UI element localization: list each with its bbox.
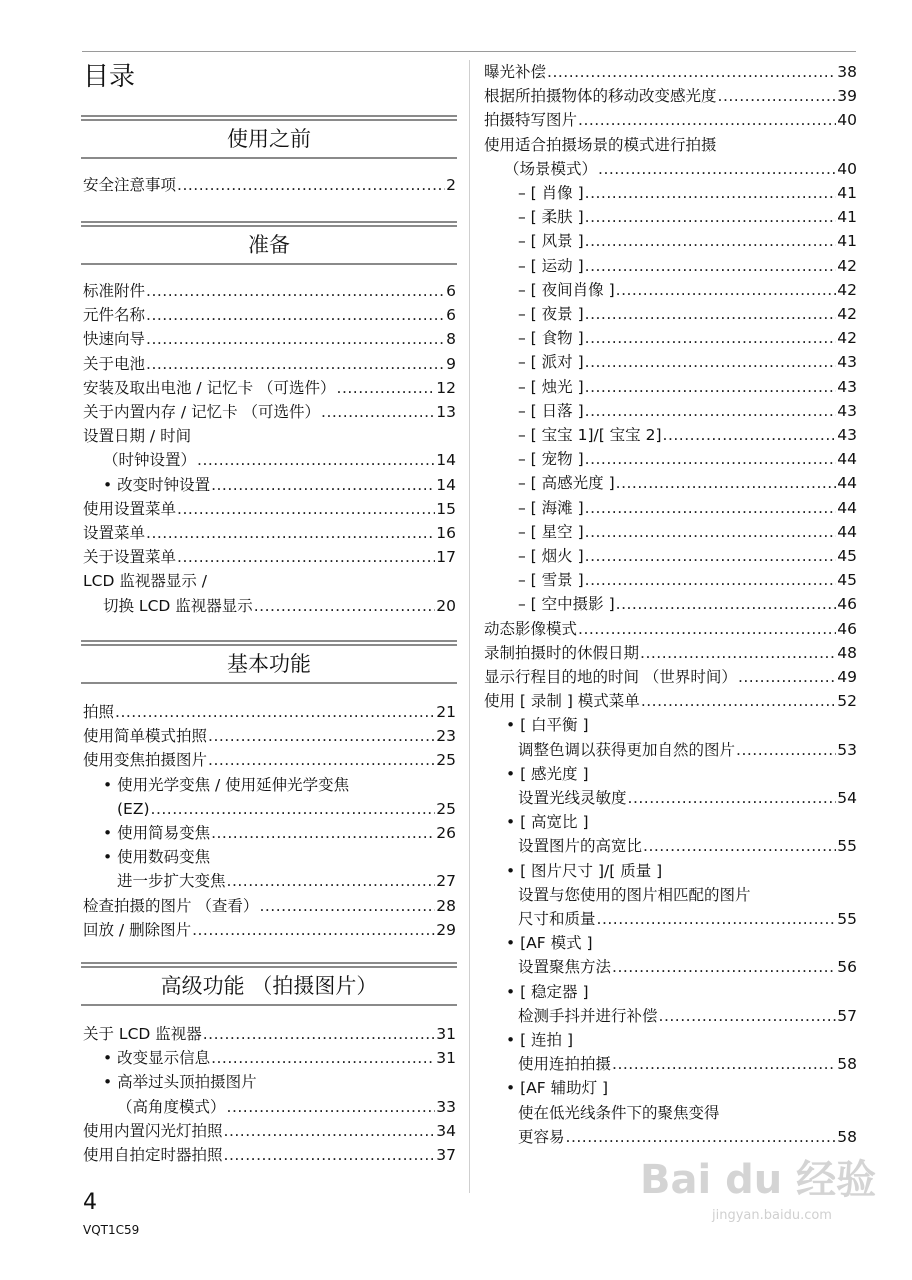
toc-entry-page: 52 bbox=[837, 692, 857, 711]
toc-entry-title: 调整色调以获得更加自然的图片 bbox=[518, 740, 736, 759]
toc-entry-title: 使在低光线条件下的聚焦变得 bbox=[518, 1103, 720, 1122]
toc-entry[interactable] bbox=[484, 108, 857, 132]
dot-leader bbox=[585, 399, 837, 423]
toc-entry-page: 55 bbox=[837, 837, 857, 856]
toc-entry-title: – [ 宝宝 1]/[ 宝宝 2] bbox=[518, 426, 662, 444]
toc-entry-title: • 使用光学变焦 / 使用延伸光学变焦 bbox=[103, 775, 350, 794]
dot-leader bbox=[177, 545, 435, 569]
dot-leader bbox=[663, 423, 837, 447]
toc-entry-page: 27 bbox=[436, 872, 456, 891]
toc-entry-page: 2 bbox=[446, 176, 456, 194]
toc-entry-page: 43 bbox=[837, 426, 857, 444]
toc-entry-page: 42 bbox=[837, 280, 857, 299]
toc-entry-page: 42 bbox=[837, 305, 857, 323]
toc-entry[interactable] bbox=[83, 327, 456, 351]
toc-entry-title: （时钟设置） bbox=[103, 451, 197, 470]
dot-leader bbox=[659, 1004, 837, 1028]
toc-entry[interactable] bbox=[83, 400, 456, 424]
section-header-preparation bbox=[81, 221, 457, 265]
toc-entry[interactable] bbox=[484, 689, 857, 713]
toc-entry-title: – [ 派对 ] bbox=[518, 353, 584, 372]
toc-entry-page: 49 bbox=[837, 668, 857, 686]
toc-entry-heading[interactable] bbox=[83, 424, 456, 448]
toc-entry-page: 44 bbox=[837, 522, 857, 541]
dot-leader bbox=[641, 689, 836, 713]
toc-entry-title: 尺寸和质量 bbox=[518, 910, 596, 928]
toc-entry-title: – [ 宠物 ] bbox=[518, 450, 584, 469]
toc-entry[interactable] bbox=[518, 181, 857, 205]
dot-leader bbox=[254, 594, 436, 618]
column-divider bbox=[469, 60, 470, 1193]
toc-entry-page: 14 bbox=[436, 475, 456, 494]
toc-entry-page: 9 bbox=[446, 354, 456, 373]
toc-entry[interactable] bbox=[83, 918, 456, 942]
toc-entry-page: 8 bbox=[446, 330, 456, 349]
toc-entry[interactable] bbox=[83, 1143, 456, 1167]
toc-entry-page: 40 bbox=[837, 111, 857, 130]
dot-leader bbox=[227, 1095, 436, 1119]
toc-entry-page: 25 bbox=[436, 751, 456, 770]
toc-entry-page: 38 bbox=[837, 63, 857, 81]
dot-leader bbox=[612, 955, 836, 979]
toc-entry-title: – [ 日落 ] bbox=[518, 401, 584, 420]
dot-leader bbox=[598, 157, 836, 181]
toc-entry[interactable] bbox=[83, 173, 456, 197]
toc-entry-title: – [ 烛光 ] bbox=[518, 377, 584, 396]
toc-entry-page: 31 bbox=[436, 1049, 456, 1068]
toc-entry[interactable] bbox=[83, 303, 456, 327]
dot-leader bbox=[146, 521, 435, 545]
dot-leader bbox=[585, 544, 837, 568]
dot-leader bbox=[585, 447, 837, 471]
toc-entry-heading[interactable] bbox=[103, 773, 456, 797]
toc-entry[interactable] bbox=[518, 592, 857, 616]
toc-entry-title: • [ 连拍 ] bbox=[506, 1031, 574, 1049]
toc-entry-title: 使用连拍拍摄 bbox=[518, 1055, 612, 1074]
toc-entry-page: 21 bbox=[436, 703, 456, 721]
toc-entry[interactable] bbox=[103, 448, 456, 472]
dot-leader bbox=[718, 84, 837, 108]
toc-entry[interactable] bbox=[83, 545, 456, 569]
toc-entry-heading[interactable] bbox=[506, 1076, 857, 1100]
toc-entry-title: – [ 高感光度 ] bbox=[518, 474, 615, 493]
toc-entry-title: 安全注意事项 bbox=[83, 176, 177, 194]
page-number: 4 bbox=[83, 1190, 97, 1215]
toc-entry-title: • [ 白平衡 ] bbox=[506, 716, 589, 735]
toc-entry-title: 设置聚焦方法 bbox=[518, 958, 612, 977]
toc-entry-title: – [ 空中摄影 ] bbox=[518, 595, 615, 614]
toc-entry-page: 39 bbox=[837, 87, 857, 106]
dot-leader bbox=[208, 724, 435, 748]
toc-entry-title: • [ 稳定器 ] bbox=[506, 982, 589, 1001]
toc-entry[interactable] bbox=[83, 497, 456, 521]
toc-entry-page: 44 bbox=[837, 450, 857, 469]
toc-entry-title: LCD 监视器显示 / bbox=[83, 572, 207, 591]
dot-leader bbox=[192, 918, 435, 942]
toc-entry-title: 使用适合拍摄场景的模式进行拍摄 bbox=[484, 135, 717, 154]
section-title: 准备 bbox=[248, 233, 290, 257]
toc-entry-page: 57 bbox=[837, 1006, 857, 1025]
dot-leader bbox=[203, 1022, 436, 1046]
document-code: VQT1C59 bbox=[83, 1223, 140, 1237]
toc-entry-heading[interactable] bbox=[506, 713, 857, 737]
toc-entry-heading[interactable] bbox=[506, 931, 857, 955]
dot-leader bbox=[616, 278, 837, 302]
toc-entry[interactable] bbox=[518, 447, 857, 471]
toc-entry-title: 设置菜单 bbox=[83, 524, 146, 542]
dot-leader bbox=[585, 229, 837, 253]
toc-entry-page: 15 bbox=[436, 499, 456, 518]
toc-entry-title: – [ 夜间肖像 ] bbox=[518, 280, 615, 299]
dot-leader bbox=[640, 641, 836, 665]
section-title: 基本功能 bbox=[227, 652, 311, 676]
toc-entry-title: （场景模式） bbox=[504, 159, 598, 178]
section-title: 使用之前 bbox=[227, 127, 311, 151]
toc-entry-title: 设置与您使用的图片相匹配的图片 bbox=[518, 885, 751, 904]
toc-entry[interactable] bbox=[518, 254, 857, 278]
toc-entry-title: 标准附件 bbox=[83, 282, 146, 300]
toc-entry-page: 23 bbox=[436, 727, 456, 746]
dot-leader bbox=[208, 748, 435, 772]
toc-entry-title: 设置光线灵敏度 bbox=[518, 789, 627, 807]
section-header-advanced bbox=[81, 962, 457, 1006]
section-title: 高级功能 （拍摄图片） bbox=[160, 974, 378, 998]
toc-entry-page: 40 bbox=[837, 159, 857, 178]
toc-entry-title: – [ 星空 ] bbox=[518, 522, 584, 541]
toc-entry-title: 进一步扩大变焦 bbox=[117, 872, 226, 891]
toc-entry-page: 17 bbox=[436, 548, 456, 567]
toc-entry-page: 54 bbox=[837, 789, 857, 807]
toc-entry-page: 25 bbox=[436, 799, 456, 818]
toc-entry-title: – [ 雪景 ] bbox=[518, 571, 584, 590]
toc-entry-heading[interactable] bbox=[506, 980, 857, 1004]
toc-entry-page: 12 bbox=[436, 378, 456, 397]
toc-entry-heading[interactable] bbox=[506, 810, 857, 834]
toc-entry-title: – [ 风景 ] bbox=[518, 232, 584, 251]
toc-entry-heading[interactable] bbox=[83, 569, 456, 593]
toc-entry[interactable] bbox=[83, 376, 456, 400]
top-rule bbox=[82, 51, 856, 52]
toc-entry[interactable] bbox=[518, 544, 857, 568]
dot-leader bbox=[628, 786, 837, 810]
toc-entry-heading[interactable] bbox=[518, 1101, 857, 1125]
toc-entry-title: • [AF 模式 ] bbox=[506, 934, 593, 953]
toc-entry[interactable] bbox=[518, 955, 857, 979]
toc-entry-title: 录制拍摄时的休假日期 bbox=[484, 643, 640, 662]
toc-entry-title: 快速向导 bbox=[83, 330, 146, 349]
toc-entry[interactable] bbox=[103, 594, 456, 618]
toc-entry-title: • 高举过头顶拍摄图片 bbox=[103, 1073, 257, 1092]
toc-entry[interactable] bbox=[518, 471, 857, 495]
toc-entry-page: 41 bbox=[837, 232, 857, 251]
toc-entry[interactable] bbox=[518, 568, 857, 592]
toc-entry[interactable] bbox=[117, 1095, 456, 1119]
toc-entry-page: 13 bbox=[436, 403, 456, 421]
toc-entry[interactable] bbox=[518, 302, 857, 326]
dot-leader bbox=[585, 302, 837, 326]
toc-entry-page: 41 bbox=[837, 184, 857, 202]
toc-entry[interactable] bbox=[518, 205, 857, 229]
toc-entry-title: • 改变时钟设置 bbox=[103, 475, 211, 494]
toc-entry-title: 使用变焦拍摄图片 bbox=[83, 751, 208, 770]
toc-entry-page: 46 bbox=[837, 619, 857, 638]
toc-entry-title: 关于内置内存 / 记忆卡 （可选件） bbox=[83, 403, 321, 421]
toc-entry-title: • [ 感光度 ] bbox=[506, 764, 589, 783]
toc-entry-title: 关于设置菜单 bbox=[83, 548, 177, 567]
toc-entry[interactable] bbox=[83, 724, 456, 748]
dot-leader bbox=[585, 350, 837, 374]
toc-entry[interactable] bbox=[518, 738, 857, 762]
toc-entry-title: 使用自拍定时器拍照 bbox=[83, 1146, 223, 1164]
dot-leader bbox=[151, 797, 436, 821]
toc-entry[interactable] bbox=[103, 473, 456, 497]
dot-leader bbox=[585, 375, 837, 399]
toc-entry-title: • 使用数码变焦 bbox=[103, 848, 211, 867]
toc-entry-page: 14 bbox=[436, 451, 456, 470]
toc-entry[interactable] bbox=[518, 399, 857, 423]
dot-leader bbox=[547, 60, 836, 84]
toc-entry-heading[interactable] bbox=[518, 883, 857, 907]
toc-entry-title: 使用简单模式拍照 bbox=[83, 727, 208, 746]
toc-entry-page: 58 bbox=[837, 1055, 857, 1074]
toc-entry-heading[interactable] bbox=[103, 845, 456, 869]
toc-entry-heading[interactable] bbox=[506, 1028, 857, 1052]
dot-leader bbox=[211, 473, 435, 497]
section-header-basic bbox=[81, 640, 457, 684]
toc-entry-page: 6 bbox=[446, 306, 456, 325]
dot-leader bbox=[566, 1125, 837, 1149]
toc-entry-page: 31 bbox=[436, 1025, 456, 1043]
toc-entry[interactable] bbox=[484, 617, 857, 641]
dot-leader bbox=[578, 108, 836, 132]
toc-entry-page: 34 bbox=[436, 1121, 456, 1140]
toc-entry-page: 46 bbox=[837, 595, 857, 614]
dot-leader bbox=[585, 568, 837, 592]
dot-leader bbox=[578, 617, 836, 641]
page-title: 目录 bbox=[83, 62, 136, 92]
toc-entry[interactable] bbox=[518, 496, 857, 520]
dot-leader bbox=[585, 205, 837, 229]
dot-leader bbox=[597, 907, 837, 931]
dot-leader bbox=[585, 520, 837, 544]
toc-entry-title: • [ 高宽比 ] bbox=[506, 813, 589, 832]
toc-entry-title: 拍照 bbox=[83, 703, 115, 721]
dot-leader bbox=[177, 497, 435, 521]
dot-leader bbox=[146, 279, 445, 303]
toc-entry-title: 更容易 bbox=[518, 1127, 565, 1146]
toc-entry[interactable] bbox=[518, 1052, 857, 1076]
toc-entry[interactable] bbox=[518, 786, 857, 810]
toc-entry-page: 6 bbox=[446, 282, 456, 300]
dot-leader bbox=[585, 254, 837, 278]
dot-leader bbox=[736, 738, 836, 762]
toc-entry-page: 28 bbox=[436, 896, 456, 915]
toc-entry-title: – [ 食物 ] bbox=[518, 329, 584, 348]
dot-leader bbox=[585, 326, 837, 350]
toc-entry-heading[interactable] bbox=[506, 762, 857, 786]
toc-entry-heading[interactable] bbox=[506, 859, 857, 883]
dot-leader bbox=[115, 700, 435, 724]
toc-entry[interactable] bbox=[518, 520, 857, 544]
toc-entry-title: 关于 LCD 监视器 bbox=[83, 1025, 202, 1043]
toc-entry-page: 55 bbox=[837, 910, 857, 928]
toc-entry[interactable] bbox=[484, 665, 857, 689]
toc-entry-page: 45 bbox=[837, 571, 857, 590]
toc-entry-page: 56 bbox=[837, 958, 857, 977]
toc-entry-title: 使用设置菜单 bbox=[83, 499, 177, 518]
toc-entry-title: 安装及取出电池 / 记忆卡 （可选件） bbox=[83, 378, 336, 397]
toc-entry-page: 43 bbox=[837, 401, 857, 420]
toc-entry[interactable] bbox=[504, 157, 857, 181]
dot-leader bbox=[321, 400, 435, 424]
dot-leader bbox=[259, 894, 435, 918]
toc-entry-title: 使用内置闪光灯拍照 bbox=[83, 1121, 223, 1140]
toc-entry[interactable] bbox=[103, 821, 456, 845]
toc-entry-title: 根据所拍摄物体的移动改变感光度 bbox=[484, 87, 717, 106]
toc-entry[interactable] bbox=[83, 352, 456, 376]
toc-entry-title: 检测手抖并进行补偿 bbox=[518, 1006, 658, 1025]
toc-entry[interactable] bbox=[484, 84, 857, 108]
toc-entry-page: 58 bbox=[837, 1127, 857, 1146]
toc-entry-title: – [ 柔肤 ] bbox=[518, 208, 584, 227]
toc-entry-page: 16 bbox=[436, 524, 456, 542]
toc-entry-page: 44 bbox=[837, 498, 857, 517]
toc-entry[interactable] bbox=[83, 700, 456, 724]
toc-entry-page: 42 bbox=[837, 256, 857, 275]
toc-entry[interactable] bbox=[83, 279, 456, 303]
toc-entry-title: 切换 LCD 监视器显示 bbox=[103, 596, 253, 615]
toc-entry-title: • [ 图片尺寸 ]/[ 质量 ] bbox=[506, 861, 663, 880]
toc-entry[interactable] bbox=[484, 641, 857, 665]
dot-leader bbox=[224, 1119, 436, 1143]
toc-entry-page: 53 bbox=[837, 740, 857, 759]
toc-entry-title: • 使用简易变焦 bbox=[103, 824, 211, 842]
toc-entry[interactable] bbox=[518, 375, 857, 399]
toc-entry-page: 48 bbox=[837, 643, 857, 662]
toc-entry-title: 曝光补偿 bbox=[484, 63, 547, 81]
toc-entry-title: – [ 运动 ] bbox=[518, 256, 584, 275]
toc-entry-title: – [ 肖像 ] bbox=[518, 184, 584, 202]
dot-leader bbox=[197, 448, 435, 472]
toc-entry-title: (EZ) bbox=[117, 799, 150, 818]
toc-entry-page: 45 bbox=[837, 547, 857, 565]
dot-leader bbox=[616, 471, 837, 495]
toc-entry-title: – [ 夜景 ] bbox=[518, 305, 584, 323]
toc-entry[interactable] bbox=[518, 423, 857, 447]
toc-entry-page: 33 bbox=[436, 1097, 456, 1116]
toc-entry-page: 42 bbox=[837, 329, 857, 348]
dot-leader bbox=[211, 1046, 435, 1070]
toc-entry-page: 43 bbox=[837, 377, 857, 396]
toc-entry[interactable] bbox=[117, 869, 456, 893]
watermark-logo: Bai du 经验 bbox=[640, 1157, 877, 1203]
dot-leader bbox=[643, 834, 836, 858]
toc-entry[interactable] bbox=[83, 521, 456, 545]
toc-entry-title: – [ 海滩 ] bbox=[518, 498, 584, 517]
toc-entry-page: 41 bbox=[837, 208, 857, 227]
dot-leader bbox=[612, 1052, 836, 1076]
dot-leader bbox=[227, 869, 436, 893]
toc-entry-title: – [ 烟火 ] bbox=[518, 547, 584, 565]
toc-entry[interactable] bbox=[518, 326, 857, 350]
toc-entry-heading[interactable] bbox=[103, 1070, 456, 1094]
toc-entry-title: 拍摄特写图片 bbox=[484, 111, 578, 130]
toc-entry-title: 关于电池 bbox=[83, 354, 146, 373]
dot-leader bbox=[585, 496, 837, 520]
toc-entry-title: • [AF 辅助灯 ] bbox=[506, 1079, 609, 1098]
toc-entry-title: 元件名称 bbox=[83, 306, 146, 325]
dot-leader bbox=[146, 327, 445, 351]
toc-entry[interactable] bbox=[518, 229, 857, 253]
toc-entry-page: 43 bbox=[837, 353, 857, 372]
dot-leader bbox=[616, 592, 837, 616]
toc-entry[interactable] bbox=[518, 907, 857, 931]
toc-entry[interactable] bbox=[518, 834, 857, 858]
dot-leader bbox=[211, 821, 435, 845]
toc-entry-page: 37 bbox=[436, 1146, 456, 1164]
toc-entry-page: 29 bbox=[436, 920, 456, 939]
dot-leader bbox=[146, 352, 445, 376]
toc-entry-title: 设置日期 / 时间 bbox=[83, 427, 192, 446]
toc-entry[interactable] bbox=[83, 894, 456, 918]
toc-entry-title: 动态影像模式 bbox=[484, 619, 578, 638]
toc-entry[interactable] bbox=[83, 1022, 456, 1046]
dot-leader bbox=[738, 665, 836, 689]
toc-entry[interactable] bbox=[518, 350, 857, 374]
dot-leader bbox=[146, 303, 445, 327]
toc-entry-page: 26 bbox=[436, 824, 456, 842]
watermark-url: jingyan.baidu.com bbox=[712, 1208, 832, 1223]
dot-leader bbox=[224, 1143, 436, 1167]
toc-entry[interactable] bbox=[518, 1004, 857, 1028]
toc-entry[interactable] bbox=[117, 797, 456, 821]
toc-entry-title: 显示行程目的地的时间 （世界时间） bbox=[484, 668, 737, 686]
toc-entry[interactable] bbox=[83, 1119, 456, 1143]
section-header-before-use bbox=[81, 115, 457, 159]
dot-leader bbox=[177, 173, 445, 197]
toc-entry-heading[interactable] bbox=[484, 133, 857, 157]
toc-entry[interactable] bbox=[518, 1125, 857, 1149]
toc-entry-title: • 改变显示信息 bbox=[103, 1049, 211, 1068]
toc-entry-title: 设置图片的高宽比 bbox=[518, 837, 643, 856]
toc-entry-page: 44 bbox=[837, 474, 857, 493]
toc-entry[interactable] bbox=[83, 748, 456, 772]
dot-leader bbox=[337, 376, 436, 400]
toc-entry-title: 回放 / 删除图片 bbox=[83, 920, 192, 939]
dot-leader bbox=[585, 181, 837, 205]
toc-entry[interactable] bbox=[103, 1046, 456, 1070]
toc-entry-title: 使用 [ 录制 ] 模式菜单 bbox=[484, 692, 640, 711]
toc-entry[interactable] bbox=[484, 60, 857, 84]
toc-entry-title: （高角度模式） bbox=[117, 1097, 226, 1116]
toc-entry-page: 20 bbox=[436, 596, 456, 615]
toc-entry[interactable] bbox=[518, 278, 857, 302]
toc-entry-title: 检查拍摄的图片 （查看） bbox=[83, 896, 259, 915]
